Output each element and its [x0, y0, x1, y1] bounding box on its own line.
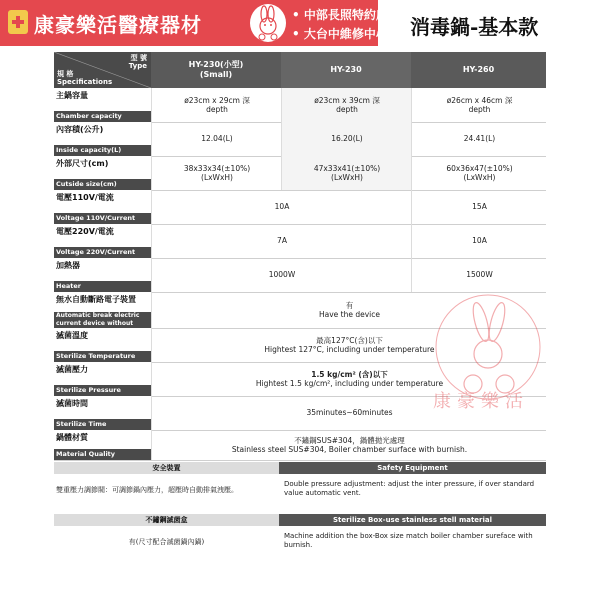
table-cell: 24.41(L) — [411, 122, 547, 156]
corner-spec-zh: 規 格 — [57, 69, 74, 78]
table-cell: 1500W — [411, 258, 547, 292]
box-body-en: Machine addition the box-Box size match boiler chamber sureface with burnish. — [284, 532, 533, 550]
safety-body-zh: 雙重壓力調節閥：可調節鍋內壓力，超壓時自動排氣洩壓。 — [56, 486, 238, 494]
spec-corner-cell — [54, 52, 151, 88]
table-row: 滅菌時間 Sterilize Time 35minutes~60minutes — [54, 396, 546, 431]
table-cell: 38x33x34(±10%) (LxWxH) — [151, 156, 282, 190]
table-cell: 10A — [411, 224, 547, 258]
table-row: 鍋體材質 Material Quality 不鏽鋼SUS#304，鍋體拋光處理 Stainless steel SUS#304, Boiler chamber surface with burnish. — [54, 430, 546, 461]
table-row: 滅菌壓力 Sterilize Pressure 1.5 kg/cm² (含)以下 Hightest 1.5 kg/cm², including under temperature — [54, 362, 546, 397]
table-cell: 1000W — [151, 258, 412, 292]
table-cell: ø26cm x 46cm 深 depth — [411, 88, 547, 122]
model-header-3: HY-260 — [411, 52, 546, 88]
table-cell: ø23cm x 39cm 深 depth — [281, 88, 412, 122]
corner-model-en: Type — [128, 61, 147, 70]
table-row: 加熱器 Heater 1000W 1500W — [54, 258, 546, 293]
corner-spec-en: Specifications — [57, 77, 113, 86]
table-cell: 最高127°C(含)以下 Hightest 127°C, including under temperature — [151, 328, 547, 362]
safety-body-en: Double pressure adjustment: adjust the inter pressure, if over standard value automatic vent. — [284, 480, 535, 498]
header-bar — [0, 0, 600, 46]
corner-model-zh: 型 號 — [130, 54, 147, 62]
promo-line-2: • 大台中維修中心 — [292, 27, 388, 41]
table-cell: 35minutes~60minutes — [151, 396, 547, 430]
brand-banner — [0, 0, 388, 46]
rabbit-mascot-icon — [250, 4, 286, 42]
table-cell: 16.20(L) — [281, 122, 412, 156]
table-cell: 10A — [151, 190, 412, 224]
table-cell: 1.5 kg/cm² (含)以下 Hightest 1.5 kg/cm², including under temperature — [151, 362, 547, 396]
table-row: 內容積(公升) Inside capacity(L) 12.04(L) 16.20(L) 24.41(L) — [54, 122, 546, 157]
medical-cross-icon — [8, 10, 28, 34]
table-row: 主鍋容量 Chamber capacity ø23cm x 29cm 深 depth ø23cm x 39cm 深 depth ø26cm x 46cm 深 depth — [54, 88, 546, 123]
table-cell: 60x36x47(±10%) (LxWxH) — [411, 156, 547, 190]
spec-sheet — [54, 52, 546, 600]
table-cell: ø23cm x 29cm 深 depth — [151, 88, 282, 122]
table-cell: 不鏽鋼SUS#304，鍋體拋光處理 Stainless steel SUS#304, Boiler chamber surface with burnish. — [151, 430, 547, 460]
table-row: 外部尺寸(cm) Cutside size(cm) 38x33x34(±10%) (LxWxH) 47x33x41(±10%) (LxWxH) 60x36x47(±10%) (LxWxH) — [54, 156, 546, 191]
table-cell: 47x33x41(±10%) (LxWxH) — [281, 156, 412, 190]
table-row: 電壓220V/電流 Voltage 220V/Current 7A 10A — [54, 224, 546, 259]
spec-table-header — [54, 52, 546, 88]
table-row: 滅菌溫度 Sterilize Temperature 最高127°C(含)以下 Hightest 127°C, including under temperature — [54, 328, 546, 363]
box-header-zh: 不鏽鋼滅菌盒 — [54, 514, 279, 526]
box-body-zh: 有(尺寸配合滅菌鍋內鍋) — [128, 538, 205, 546]
table-row: 無水自動斷路電子裝置 Automatic break electric current device without 有 Have the device — [54, 292, 546, 329]
promo-line-1: • 中部長照特約店 — [292, 8, 388, 22]
table-cell: 12.04(L) — [151, 122, 282, 156]
brand-name: 康豪樂活醫療器材 — [34, 13, 202, 37]
safety-header-zh: 安全裝置 — [54, 462, 279, 474]
page-title: 消毒鍋-基本款 — [410, 15, 539, 39]
model-header-1: HY-230(小型) (Small) — [151, 52, 281, 88]
model-header-2: HY-230 — [281, 52, 411, 88]
table-cell: 有 Have the device — [151, 292, 547, 328]
box-header-en: Sterilize Box-use stainless stell material — [279, 514, 546, 526]
table-cell: 15A — [411, 190, 547, 224]
table-cell: 7A — [151, 224, 412, 258]
watermark-text: 康豪樂活 — [433, 391, 529, 412]
safety-header-en: Safety Equipment — [279, 462, 546, 474]
table-row: 電壓110V/電流 Voltage 110V/Current 10A 15A — [54, 190, 546, 225]
